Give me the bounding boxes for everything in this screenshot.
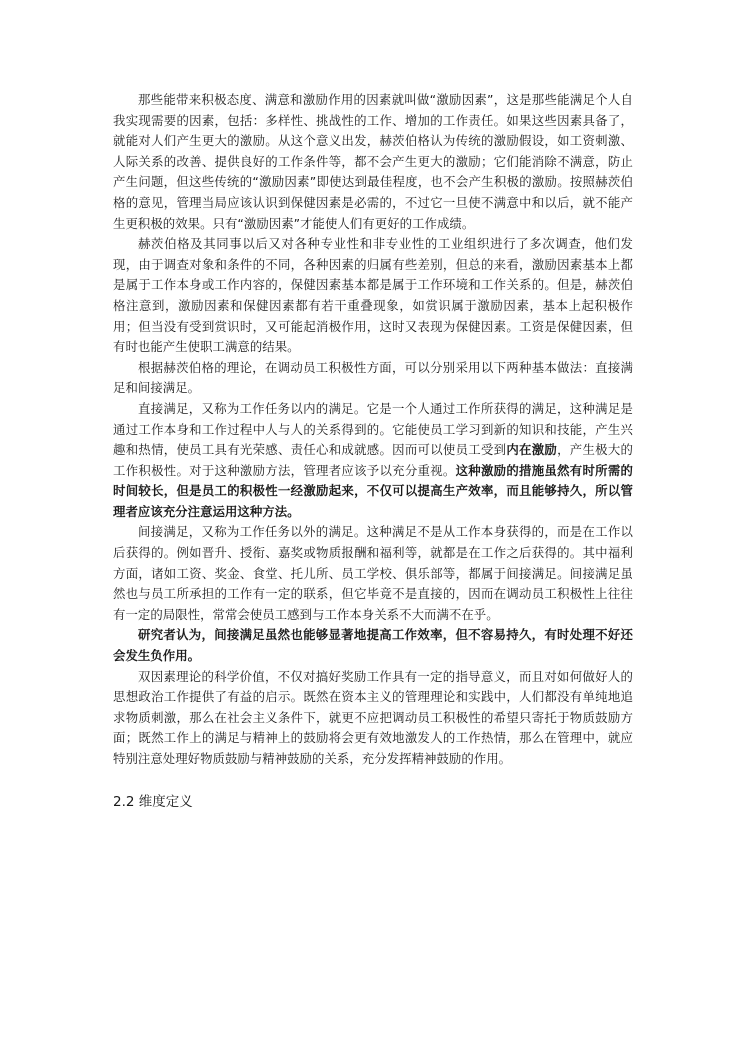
section-heading: 2.2 维度定义	[113, 793, 193, 810]
document-page	[113, 90, 633, 812]
paragraph-indirect-satisfaction: 间接满足，又称为工作任务以外的满足。这种满足不是从工作本身获得的，而是在工作以后获得的。例如晋升、授衔、嘉奖或物质报酬和福利等，就都是在工作之后获得的。其中福利方面，诸如工资、奖金、食堂、托儿所、员工学校、俱乐部等，都属于间接满足。间接满足虽然也与员工所承担的工作有一定的联系，但它毕竟不是直接的，因而在调动员工积极性上往往有一定的局限性，常常会使员工感到与工作本身关系不大而满不在乎。	[113, 524, 633, 622]
paragraph-direct-satisfaction	[113, 399, 633, 523]
paragraph-two-methods: 根据赫茨伯格的理论，在调动员工积极性方面，可以分别采用以下两种基本做法：直接满足和间接满足。	[113, 359, 633, 396]
direct-satisfaction-emphasis: 这种激励的措施虽然有时所需的时间较长，但是员工的积极性一经激励起来，不仅可以提高生产效率，而且能够持久，所以管理者应该充分注意运用这种方法。	[113, 462, 633, 519]
direct-satisfaction-text: 直接满足，又称为工作任务以内的满足。它是一个人通过工作所获得的满足，这种满足是通过工作本身和工作过程中人与人的关系得到的。它能使员工学习到新的知识和技能，产生兴趣和热情，使员工具有光荣感、责任心和成就感。因而可以使员工受到	[113, 400, 633, 458]
intrinsic-motivation-term: 内在激励	[506, 442, 558, 458]
paragraph-motivation-factors: 那些能带来积极态度、满意和激励作用的因素就叫做“激励因素”，这是那些能满足个人自我实现需要的因素，包括：多样性、挑战性的工作、增加的工作责任。如果这些因素具备了，就能对人们产生更大的激励。从这个意义出发，赫茨伯格认为传统的激励假设，如工资刺激、人际关系的改善、提供良好的工作条件等，都不会产生更大的激励；它们能消除不满意，防止产生问题，但这些传统的“激励因素”即使达到最佳程度，也不会产生积极的激励。按照赫茨伯格的意见，管理当局应该认识到保健因素是必需的，不过它一旦使不满意中和以后，就不能产生更积极的效果。只有“激励因素”才能使人们有更好的工作成绩。	[113, 92, 633, 231]
paragraph-two-factor-value: 双因素理论的科学价值，不仅对搞好奖励工作具有一定的指导意义，而且对如何做好人的思想政治工作提供了有益的启示。既然在资本主义的管理理论和实践中，人们都没有单纯地追求物质刺激，那么在社会主义条件下，就更不应把调动员工积极性的希望只寄托于物质鼓励方面；既然工作上的满足与精神上的鼓励将会更有效地激发人的工作热情，那么在管理中，就应特别注意处理好物质鼓励与精神鼓励的关系，充分发挥精神鼓励的作用。	[113, 668, 633, 766]
paragraph-researchers-view: 研究者认为，间接满足虽然也能够显著地提高工作效率，但不容易持久，有时处理不好还会发生负作用。	[113, 627, 633, 664]
direct-satisfaction-text-cont: ，产生极大的工作积极性。对于这种激励方法，管理者应该予以充分重视。	[113, 442, 633, 478]
paragraph-herzberg-survey: 赫茨伯格及其同事以后又对各种专业性和非专业性的工业组织进行了多次调查，他们发现，由于调查对象和条件的不同，各种因素的归属有些差别，但总的来看，激励因素基本上都是属于工作本身或工作内容的，保健因素基本都是属于工作环境和工作关系的。但是，赫茨伯格注意到，激励因素和保健因素都有若干重叠现象，如赏识属于激励因素，基本上起积极作用；但当没有受到赏识时，又可能起消极作用，这时又表现为保健因素。工资是保健因素，但有时也能产生使职工满意的结果。	[113, 236, 633, 355]
